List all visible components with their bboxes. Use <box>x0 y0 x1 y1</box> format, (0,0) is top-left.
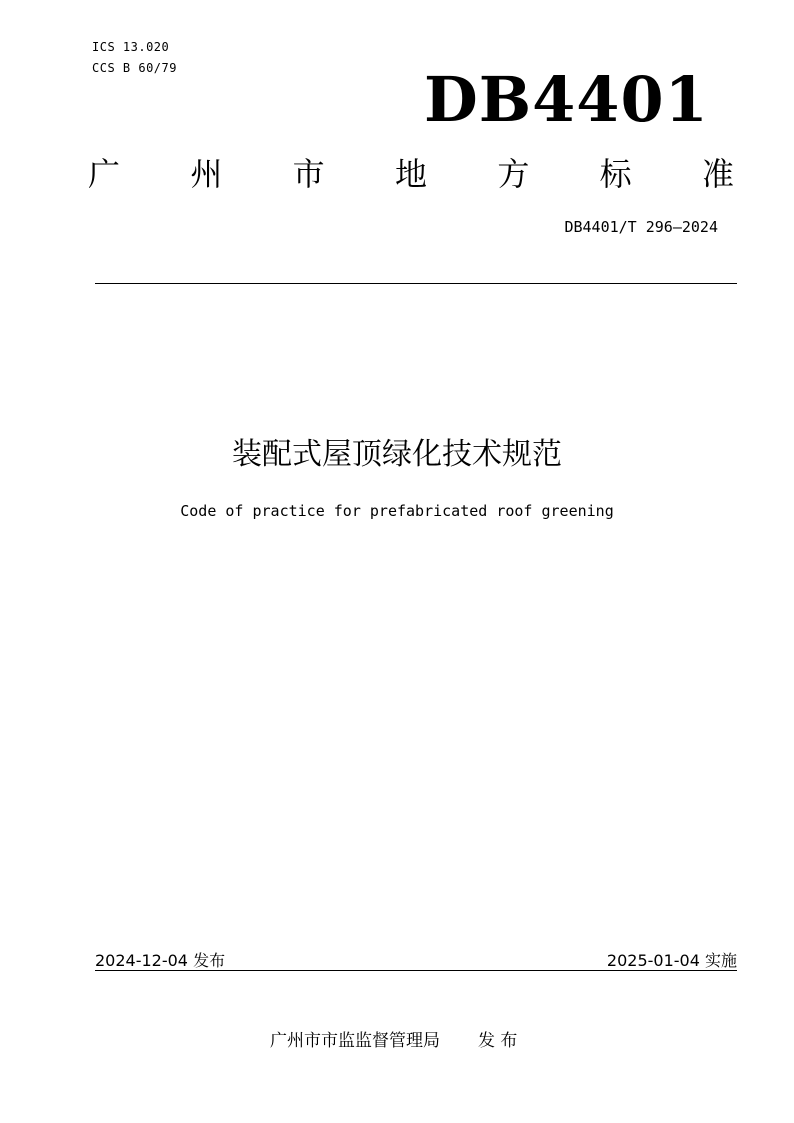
ics-code: ICS 13.020 <box>92 40 170 54</box>
issuer-name: 广州市市监监督管理局 <box>270 1031 440 1051</box>
ccs-code: CCS B 60/79 <box>92 61 177 75</box>
publish-date: 2024-12-04 发布 <box>95 951 226 970</box>
standard-type-char: 标 <box>599 155 632 193</box>
standard-type-char: 方 <box>497 155 530 193</box>
standard-type-char: 市 <box>292 155 325 193</box>
implementation-date: 2025-01-04 实施 <box>606 951 737 970</box>
standard-number: DB4401/T 296—2024 <box>564 218 718 236</box>
standard-type-char: 州 <box>190 155 223 193</box>
issuer-action: 发 布 <box>478 1031 518 1051</box>
standard-type-char: 地 <box>394 155 427 193</box>
top-divider <box>95 283 737 284</box>
standard-type-char: 准 <box>701 155 734 193</box>
db-logo: DB4401 <box>424 63 709 136</box>
bottom-divider <box>95 970 737 971</box>
standard-type-heading <box>88 152 734 196</box>
document-title: 装配式屋顶绿化技术规范 <box>232 437 562 472</box>
issuer-line <box>270 1026 517 1051</box>
standard-type-char: 广 <box>88 155 121 193</box>
document-title-english: Code of practice for prefabricated roof greening <box>180 502 614 520</box>
